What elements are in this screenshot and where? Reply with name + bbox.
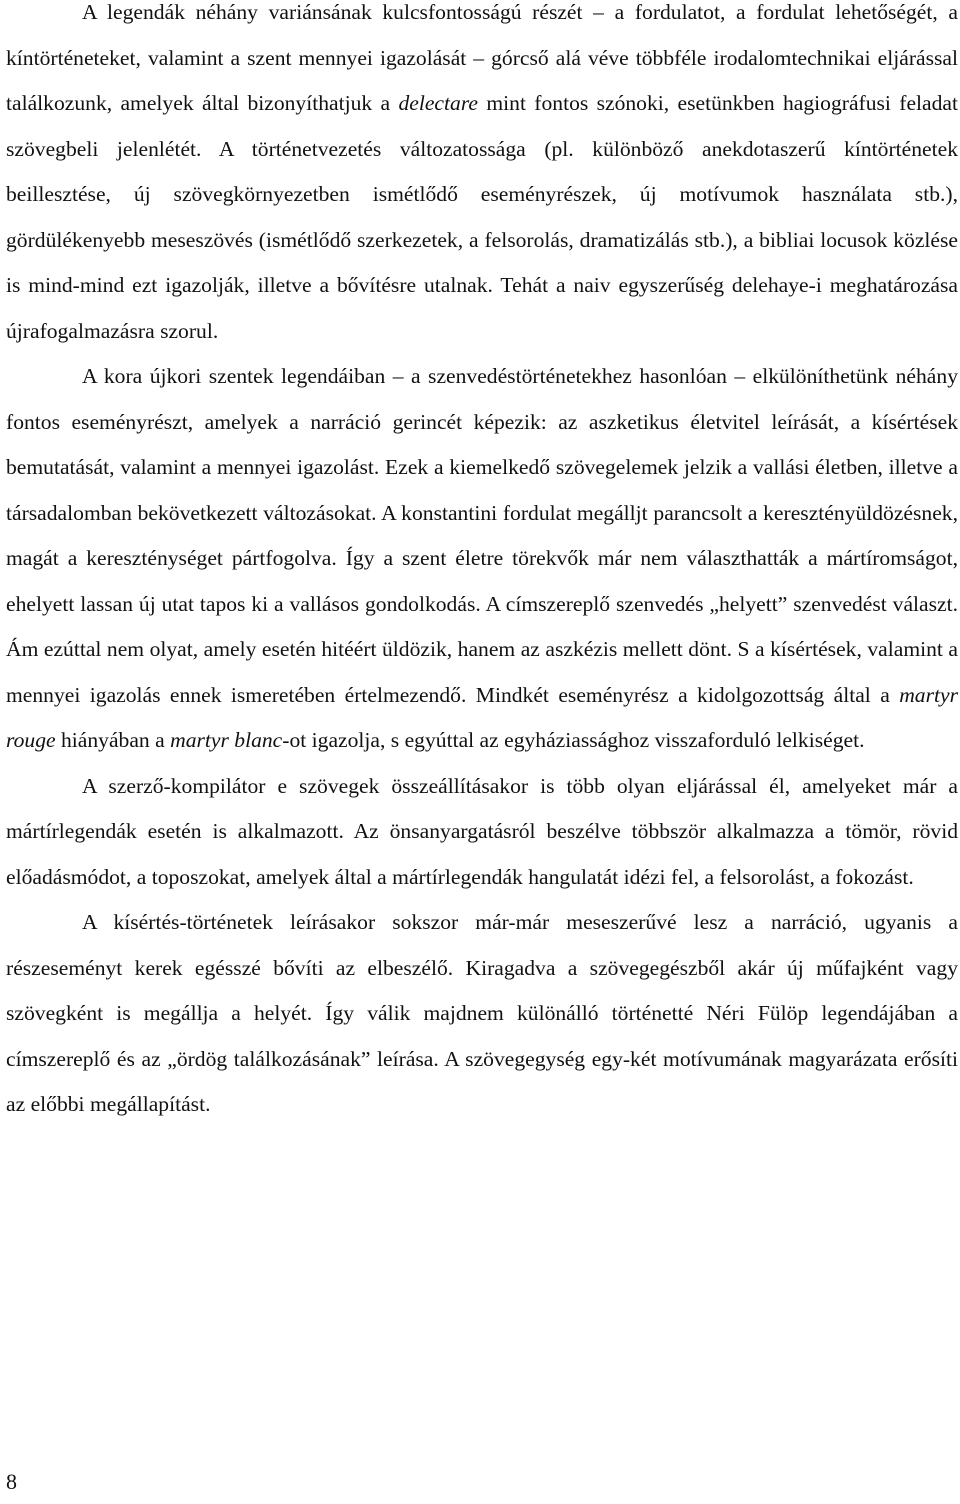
paragraph-1-text-b: mint fontos szónoki, esetünkben hagiográfusi feladat szövegbeli jelenlétét. A történetvezetés változatossága (pl. különböző anekdotaszerű kíntörténetek beillesztése, új szövegkörnyezetben ismétlődő eseményrészek, új motívumok használata stb.), gördülékenyebb meseszövés (ismétlődő szerkezetek, a felsorolás, dramatizálás stb.), a bibliai locusok közlése is mind-mind ezt igazolják, illetve a bővítésre utalnak. Tehát a naiv egyszerűség delehaye-i meghatározása újrafogalmazásra szorul. bbox=[6, 91, 959, 343]
paragraph-2-text-a: A kora újkori szentek legendáiban – a szenvedéstörténetekhez hasonlóan – elkülöníthetünk néhány fontos eseményrészt, amelyek a narráció gerincét képezik: az aszketikus életvitel leírását, a kísértések bemutatását, valamint a mennyei igazolást. Ezek a kiemelkedő szövegelemek jelzik a vallási életben, illetve a társadalomban bekövetkezett változásokat. A konstantini fordulat megálljt parancsolt a keresztényüldözésnek, magát a kereszténységet pártfogolva. Így a szent életre törekvők már nem választhatták a mártíromságot, ehelyett lassan új utat tapos ki a vallásos gondolkodás. A címszereplő szenvedés „helyett” szenvedést választ. Ám ezúttal nem olyat, amely esetén hitéért üldözik, hanem az aszkézis mellett dönt. S a kísértések, valamint a mennyei igazolás ennek ismeretében értelmezendő. Mindkét eseményrész a kidolgozottság által a bbox=[6, 364, 958, 707]
paragraph-2-text-c: -ot igazolja, s egyúttal az egyháziassághoz visszaforduló lelkiséget. bbox=[282, 728, 865, 752]
page-number: 8 bbox=[6, 1469, 17, 1494]
document-page bbox=[6, 0, 958, 1128]
paragraph-3 bbox=[6, 764, 958, 901]
paragraph-1-italic-delectare: delectare bbox=[398, 91, 479, 115]
paragraph-4-text: A kísértés-történetek leírásakor sokszor már-már meseszerűvé lesz a narráció, ugyanis a részeseményt kerek egésszé bővíti az elbeszélő. Kiragadva a szövegegészből akár új műfajként vagy szövegként is megállja a helyét. Így válik majdnem különálló történetté Néri Fülöp legendájában a címszereplő és az „ördög találkozásának” leírása. A szövegegység egy-két motívumának magyarázata erősíti az előbbi megállapítást. bbox=[6, 910, 958, 1116]
paragraph-1-text-a: A legendák néhány variánsának kulcsfontosságú részét – a fordulatot, a fordulat lehetőségét, a kíntörténeteket, valamint a szent mennyei igazolását – górcső alá véve többféle irodalomtechnikai eljárással találkozunk, amelyek által bizonyíthatjuk a bbox=[6, 0, 958, 115]
paragraph-2 bbox=[6, 354, 958, 764]
paragraph-1 bbox=[6, 0, 958, 354]
paragraph-3-text: A szerző-kompilátor e szövegek összeállításakor is több olyan eljárással él, amelyeket már a mártírlegendák esetén is alkalmazott. Az önsanyargatásról beszélve többször alkalmazza a tömör, rövid előadásmódot, a toposzokat, amelyek által a mártírlegendák hangulatát idézi fel, a felsorolást, a fokozást. bbox=[6, 773, 958, 889]
paragraph-2-italic-martyr-rouge: martyr rouge bbox=[6, 682, 958, 752]
paragraph-4 bbox=[6, 900, 958, 1128]
paragraph-2-italic-martyr-blanc: martyr blanc bbox=[170, 728, 283, 752]
paragraph-2-text-b: hiányában a bbox=[55, 728, 171, 752]
